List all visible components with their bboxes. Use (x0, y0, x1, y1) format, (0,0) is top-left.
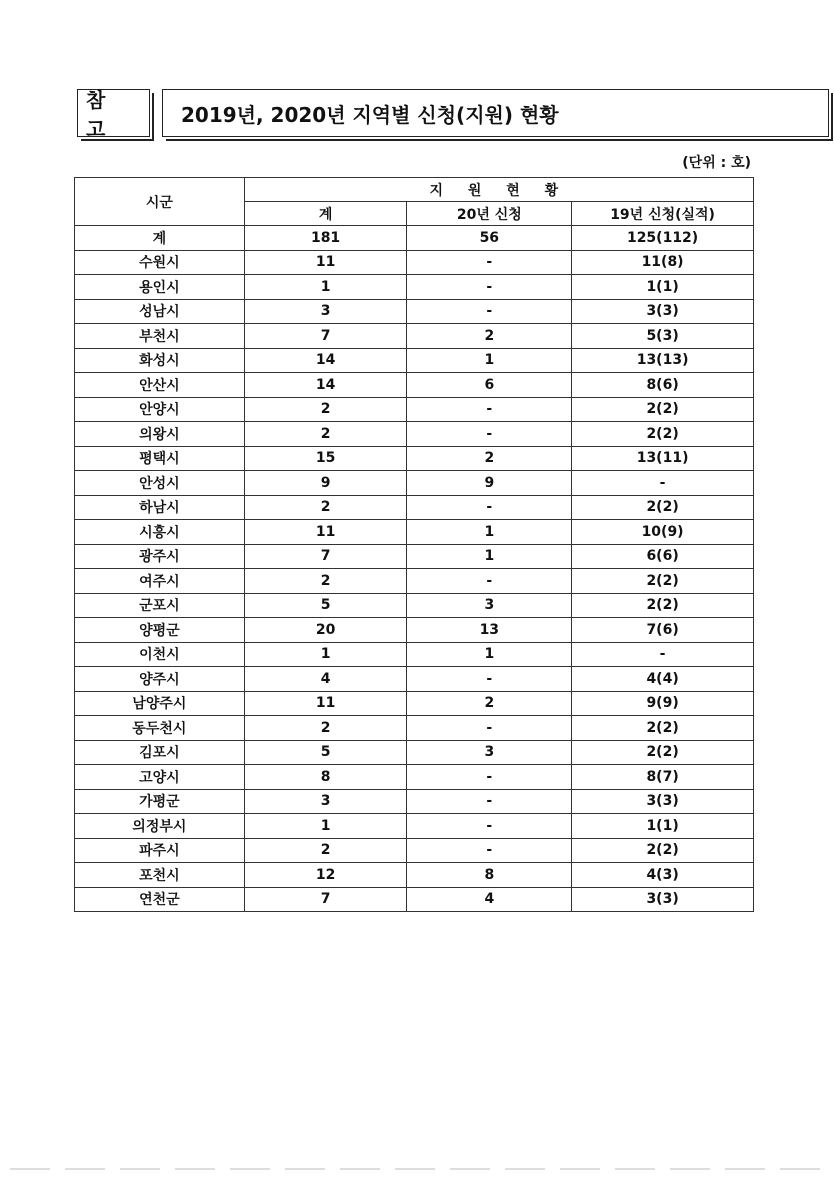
table-row (75, 838, 754, 863)
y2020-cell: - (407, 838, 572, 863)
y2020-cell: - (407, 569, 572, 594)
y2020-cell: - (407, 495, 572, 520)
y2020-cell: 1 (407, 642, 572, 667)
region-cell: 의왕시 (75, 422, 245, 447)
table-header (75, 178, 754, 226)
y2020-cell: 13 (407, 618, 572, 643)
total-sum: 181 (244, 226, 407, 251)
table-row (75, 765, 754, 790)
y2019-cell: 11(8) (572, 250, 754, 275)
y2020-cell: - (407, 422, 572, 447)
header-2019: 19년 신청(실적) (572, 202, 754, 226)
y2019-cell: 1(1) (572, 275, 754, 300)
y2020-cell: 1 (407, 544, 572, 569)
status-table (74, 177, 754, 912)
y2020-cell: 9 (407, 471, 572, 496)
region-cell: 포천시 (75, 863, 245, 888)
sum-cell: 7 (244, 324, 407, 349)
sum-cell: 2 (244, 422, 407, 447)
y2019-cell: 5(3) (572, 324, 754, 349)
header-sum: 계 (244, 202, 407, 226)
sum-cell: 12 (244, 863, 407, 888)
y2019-cell: 2(2) (572, 495, 754, 520)
table-row (75, 691, 754, 716)
y2019-cell: 4(4) (572, 667, 754, 692)
region-cell: 동두천시 (75, 716, 245, 741)
sum-cell: 14 (244, 348, 407, 373)
table-row (75, 569, 754, 594)
y2020-cell: 2 (407, 691, 572, 716)
total-region: 계 (75, 226, 245, 251)
y2019-cell: 2(2) (572, 569, 754, 594)
y2019-cell: - (572, 642, 754, 667)
sum-cell: 5 (244, 593, 407, 618)
y2019-cell: - (572, 471, 754, 496)
region-cell: 파주시 (75, 838, 245, 863)
region-cell: 성남시 (75, 299, 245, 324)
region-cell: 안양시 (75, 397, 245, 422)
sum-cell: 2 (244, 569, 407, 594)
y2019-cell: 9(9) (572, 691, 754, 716)
region-cell: 이천시 (75, 642, 245, 667)
y2019-cell: 4(3) (572, 863, 754, 888)
region-cell: 연천군 (75, 887, 245, 912)
total-row (75, 226, 754, 251)
table-row (75, 520, 754, 545)
table-row (75, 544, 754, 569)
table-row (75, 299, 754, 324)
y2020-cell: - (407, 275, 572, 300)
y2020-cell: - (407, 716, 572, 741)
sum-cell: 4 (244, 667, 407, 692)
table-row (75, 324, 754, 349)
y2020-cell: 1 (407, 348, 572, 373)
region-cell: 하남시 (75, 495, 245, 520)
sum-cell: 1 (244, 275, 407, 300)
y2020-cell: 3 (407, 593, 572, 618)
sum-cell: 7 (244, 544, 407, 569)
y2019-cell: 7(6) (572, 618, 754, 643)
table-row (75, 789, 754, 814)
sum-cell: 8 (244, 765, 407, 790)
y2019-cell: 2(2) (572, 397, 754, 422)
table-row (75, 593, 754, 618)
sum-cell: 1 (244, 642, 407, 667)
sum-cell: 15 (244, 446, 407, 471)
region-cell: 남양주시 (75, 691, 245, 716)
y2019-cell: 10(9) (572, 520, 754, 545)
y2019-cell: 8(6) (572, 373, 754, 398)
total-2019: 125(112) (572, 226, 754, 251)
table-row (75, 716, 754, 741)
region-cell: 평택시 (75, 446, 245, 471)
y2020-cell: 2 (407, 324, 572, 349)
y2019-cell: 3(3) (572, 299, 754, 324)
header-region: 시군 (75, 178, 245, 226)
table-row (75, 348, 754, 373)
y2019-cell: 6(6) (572, 544, 754, 569)
table-body (75, 226, 754, 912)
region-cell: 군포시 (75, 593, 245, 618)
table-row (75, 814, 754, 839)
y2020-cell: - (407, 397, 572, 422)
table-row (75, 373, 754, 398)
table-row (75, 422, 754, 447)
reference-badge: 참 고 (77, 89, 150, 137)
y2020-cell: 4 (407, 887, 572, 912)
table-row (75, 397, 754, 422)
y2020-cell: 1 (407, 520, 572, 545)
table-row (75, 275, 754, 300)
region-cell: 김포시 (75, 740, 245, 765)
sum-cell: 11 (244, 691, 407, 716)
y2020-cell: 3 (407, 740, 572, 765)
y2019-cell: 1(1) (572, 814, 754, 839)
sum-cell: 3 (244, 789, 407, 814)
table-row (75, 887, 754, 912)
y2019-cell: 3(3) (572, 887, 754, 912)
y2020-cell: - (407, 789, 572, 814)
region-cell: 화성시 (75, 348, 245, 373)
sum-cell: 7 (244, 887, 407, 912)
sum-cell: 2 (244, 716, 407, 741)
table-row (75, 642, 754, 667)
y2019-cell: 2(2) (572, 716, 754, 741)
region-cell: 고양시 (75, 765, 245, 790)
y2019-cell: 8(7) (572, 765, 754, 790)
header-2020: 20년 신청 (407, 202, 572, 226)
table-row (75, 471, 754, 496)
sum-cell: 20 (244, 618, 407, 643)
table-row (75, 740, 754, 765)
y2019-cell: 13(13) (572, 348, 754, 373)
page-title: 2019년, 2020년 지역별 신청(지원) 현황 (162, 89, 829, 137)
region-cell: 수원시 (75, 250, 245, 275)
region-cell: 가평군 (75, 789, 245, 814)
y2020-cell: 8 (407, 863, 572, 888)
scan-artifact (10, 1168, 825, 1170)
y2019-cell: 2(2) (572, 838, 754, 863)
y2020-cell: - (407, 299, 572, 324)
region-cell: 여주시 (75, 569, 245, 594)
table-row (75, 863, 754, 888)
sum-cell: 2 (244, 838, 407, 863)
region-cell: 양주시 (75, 667, 245, 692)
region-cell: 광주시 (75, 544, 245, 569)
unit-label: (단위 : 호) (682, 155, 751, 171)
sum-cell: 11 (244, 250, 407, 275)
sum-cell: 14 (244, 373, 407, 398)
table-row (75, 250, 754, 275)
sum-cell: 3 (244, 299, 407, 324)
sum-cell: 2 (244, 495, 407, 520)
sum-cell: 11 (244, 520, 407, 545)
y2020-cell: - (407, 765, 572, 790)
table-row (75, 667, 754, 692)
total-2020: 56 (407, 226, 572, 251)
table-row (75, 446, 754, 471)
y2020-cell: - (407, 814, 572, 839)
region-cell: 양평군 (75, 618, 245, 643)
table-row (75, 618, 754, 643)
region-cell: 용인시 (75, 275, 245, 300)
sum-cell: 5 (244, 740, 407, 765)
region-cell: 의정부시 (75, 814, 245, 839)
y2019-cell: 2(2) (572, 593, 754, 618)
header-group: 지 원 현 황 (244, 178, 753, 202)
sum-cell: 9 (244, 471, 407, 496)
y2020-cell: 6 (407, 373, 572, 398)
region-cell: 부천시 (75, 324, 245, 349)
region-cell: 시흥시 (75, 520, 245, 545)
region-cell: 안산시 (75, 373, 245, 398)
region-cell: 안성시 (75, 471, 245, 496)
sum-cell: 1 (244, 814, 407, 839)
y2019-cell: 2(2) (572, 740, 754, 765)
y2020-cell: 2 (407, 446, 572, 471)
sum-cell: 2 (244, 397, 407, 422)
table-row (75, 495, 754, 520)
y2019-cell: 2(2) (572, 422, 754, 447)
y2019-cell: 3(3) (572, 789, 754, 814)
y2020-cell: - (407, 250, 572, 275)
y2020-cell: - (407, 667, 572, 692)
y2019-cell: 13(11) (572, 446, 754, 471)
